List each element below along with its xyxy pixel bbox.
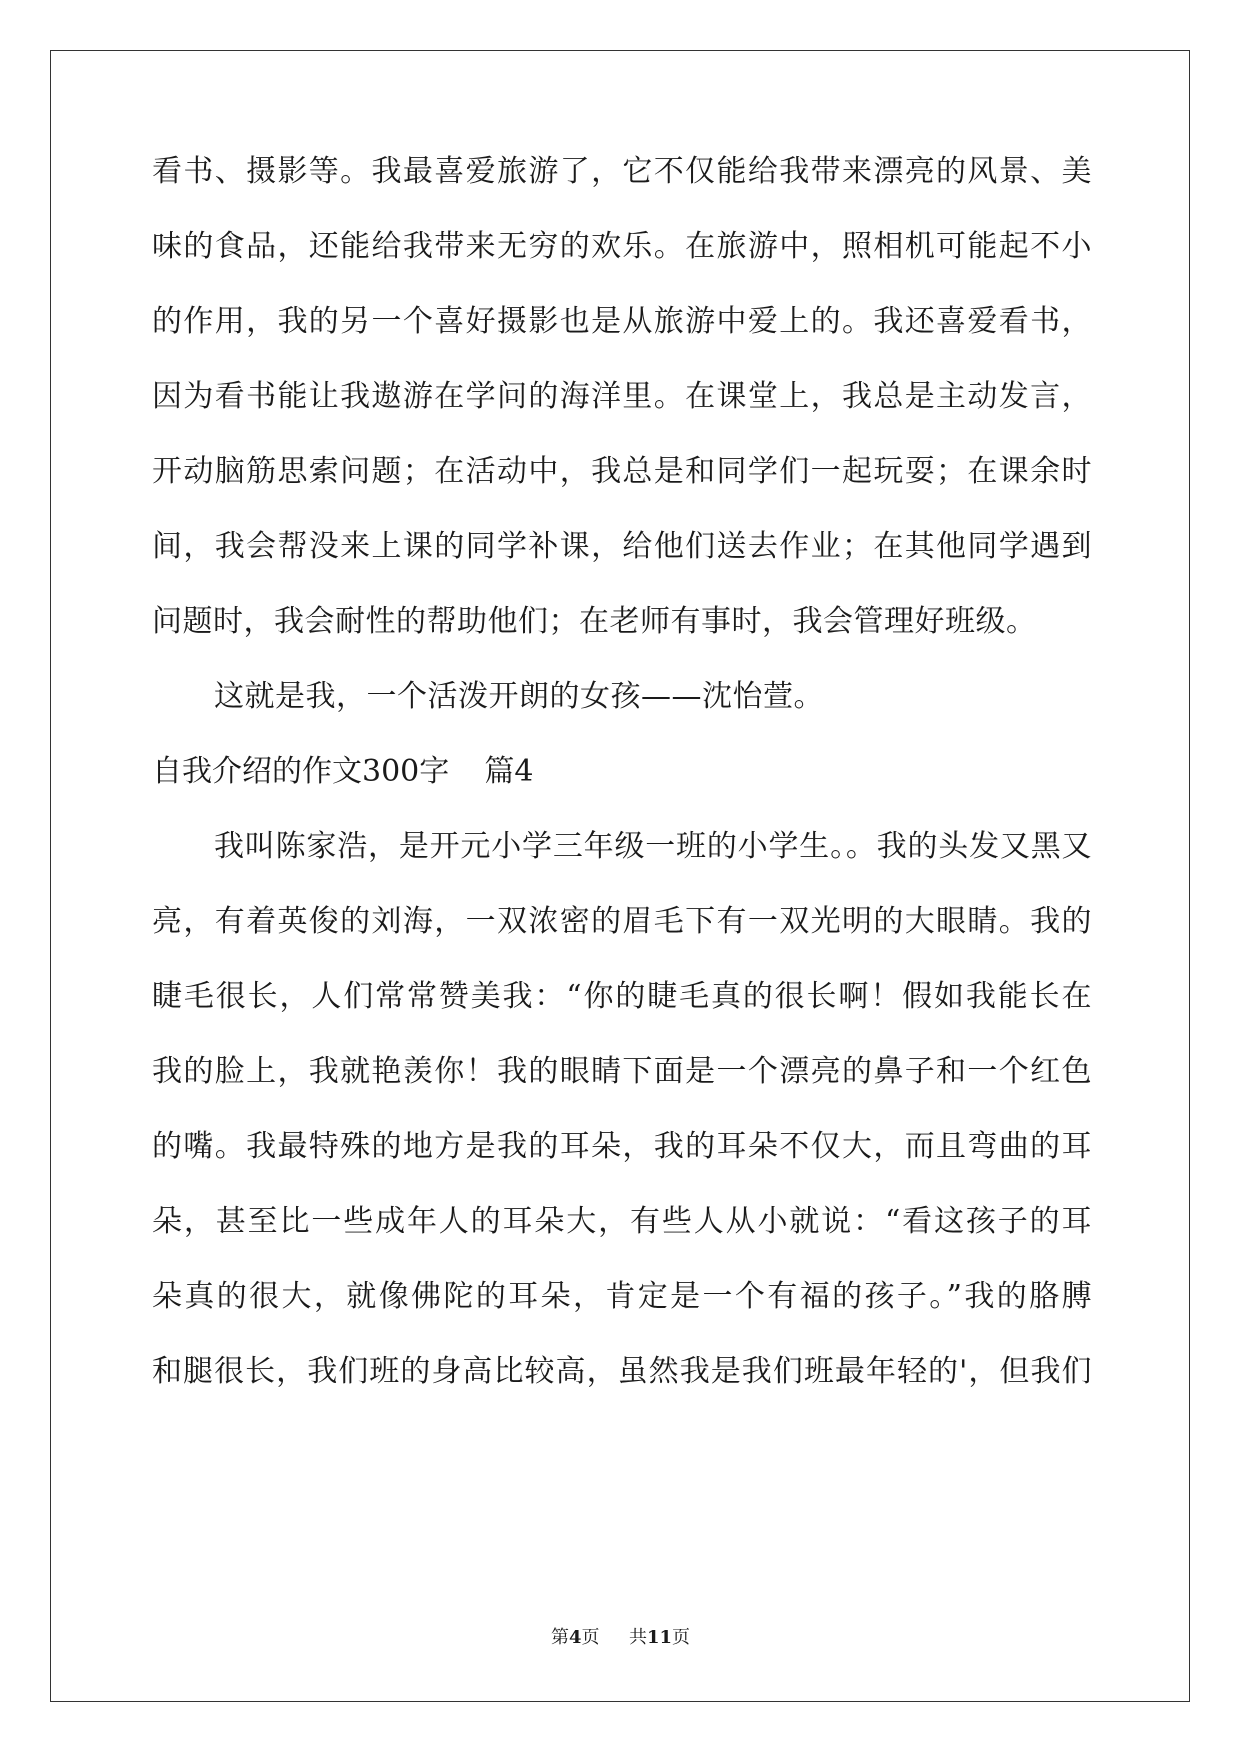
footer-total-suffix: 页 xyxy=(672,1627,691,1648)
body-text-line: 我的脸上，我就艳羡你！我的眼睛下面是一个漂亮的鼻子和一个红色 xyxy=(152,1054,1092,1089)
closing-sentence: 这就是我，一个活泼开朗的女孩——沈怡萱。 xyxy=(214,679,824,714)
body-text-line: 睫毛很长，人们常常赞美我：“你的睫毛真的很长啊！假如我能长在 xyxy=(152,979,1092,1014)
body-text-line: 我叫陈家浩，是开元小学三年级一班的小学生。。我的头发又黑又 xyxy=(214,829,1092,864)
footer-page-number: 4 xyxy=(568,1627,582,1648)
body-text-line: 味的食品，还能给我带来无穷的欢乐。在旅游中，照相机可能起不小 xyxy=(152,229,1092,264)
body-text-line: 的嘴。我最特殊的地方是我的耳朵，我的耳朵不仅大，而且弯曲的耳 xyxy=(152,1129,1092,1164)
body-text-line: 开动脑筋思索问题；在活动中，我总是和同学们一起玩耍；在课余时 xyxy=(152,454,1092,489)
body-text-line: 朵，甚至比一些成年人的耳朵大，有些人从小就说：“看这孩子的耳 xyxy=(152,1204,1092,1239)
footer-page-prefix: 第 xyxy=(550,1627,569,1648)
body-text-line: 的作用，我的另一个喜好摄影也是从旅游中爱上的。我还喜爱看书， xyxy=(152,304,1092,339)
body-text-line: 看书、摄影等。我最喜爱旅游了，它不仅能给我带来漂亮的风景、美 xyxy=(152,154,1092,189)
section-heading-part: 篇4 xyxy=(484,754,534,789)
body-text-line: 朵真的很大，就像佛陀的耳朵，肯定是一个有福的孩子。”我的胳膊 xyxy=(152,1279,1092,1314)
page-border xyxy=(50,50,1190,1702)
footer-page-suffix: 页 xyxy=(581,1627,600,1648)
section-heading xyxy=(152,752,533,792)
body-text-line: 问题时，我会耐性的帮助他们；在老师有事时，我会管理好班级。 xyxy=(152,604,1037,639)
body-text-line: 因为看书能让我遨游在学问的海洋里。在课堂上，我总是主动发言， xyxy=(152,379,1092,414)
body-text-line: 间，我会帮没来上课的同学补课，给他们送去作业；在其他同学遇到 xyxy=(152,529,1092,564)
body-text-line: 和腿很长，我们班的身高比较高，虽然我是我们班最年轻的'，但我们 xyxy=(152,1354,1092,1389)
section-heading-title: 自我介绍的作文300字 xyxy=(152,754,450,789)
footer-total-number: 11 xyxy=(646,1627,673,1648)
body-text-line: 亮，有着英俊的刘海，一双浓密的眉毛下有一双光明的大眼睛。我的 xyxy=(152,904,1092,939)
footer-total-prefix: 共 xyxy=(628,1627,647,1648)
page-footer xyxy=(0,1626,1241,1650)
